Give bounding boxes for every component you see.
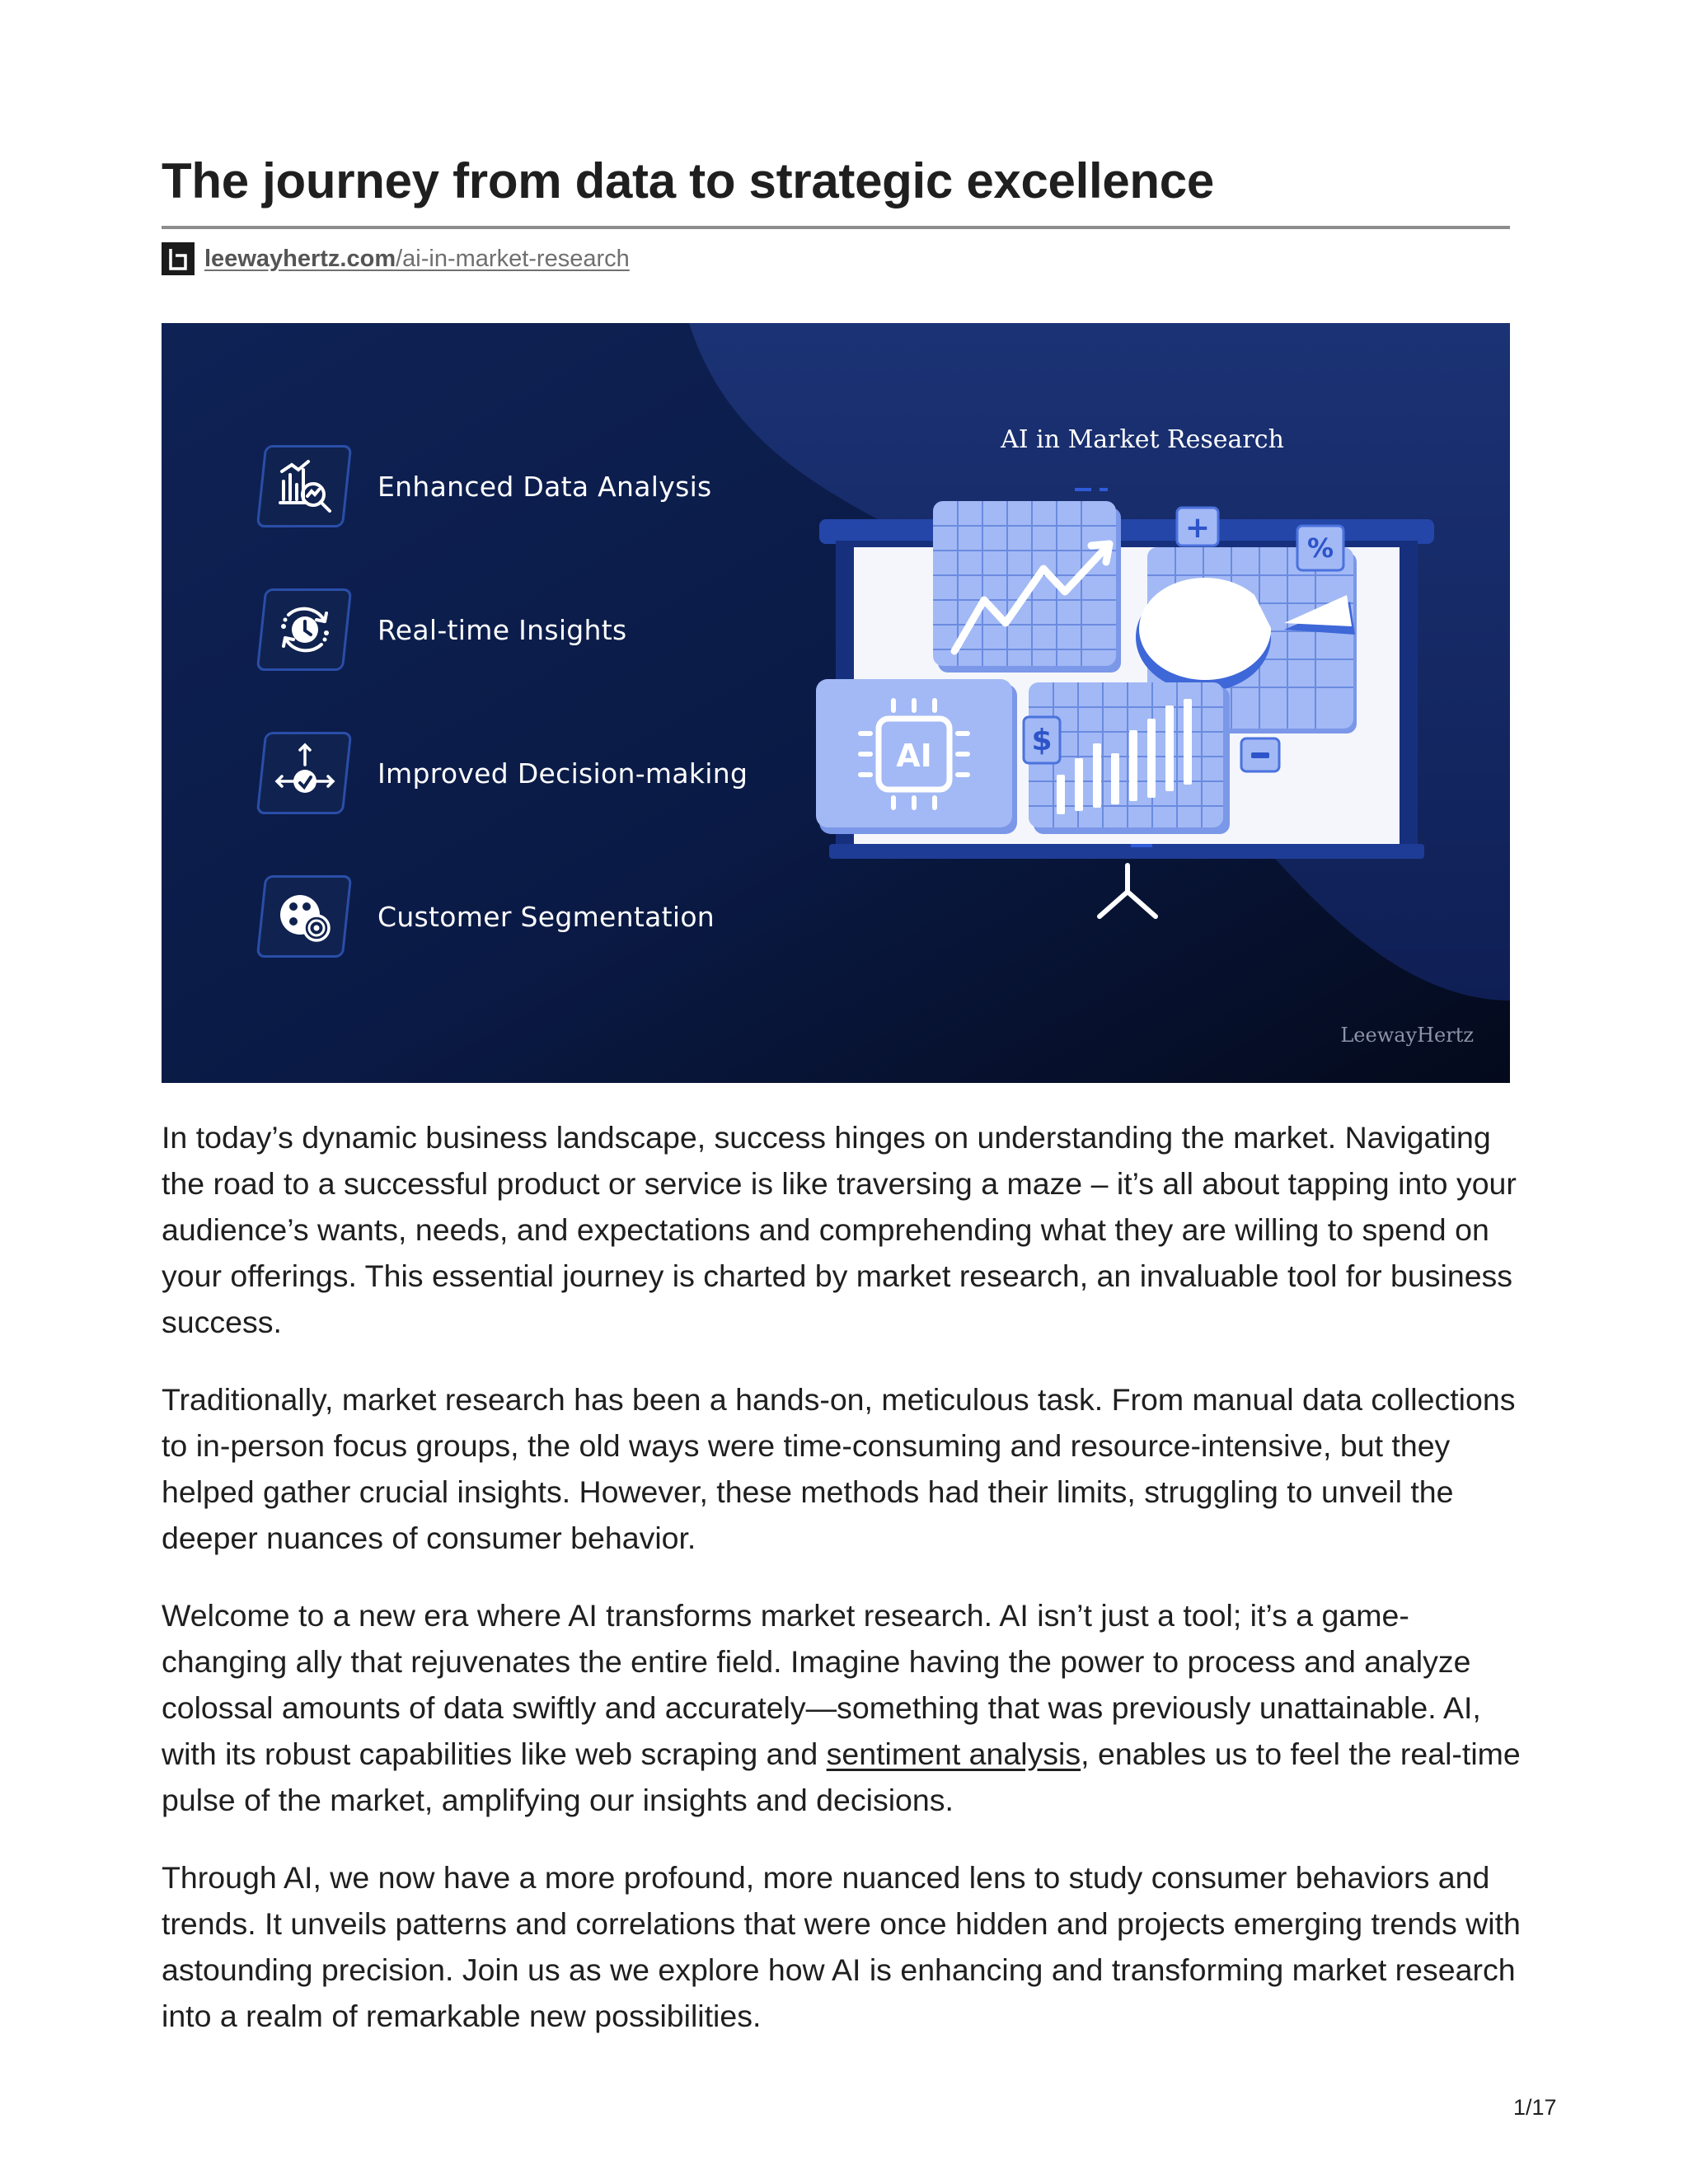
feature-label: Real-time Insights [377,613,627,646]
dollar-icon: $ [1031,724,1053,757]
feature-badge [254,730,356,816]
paragraph-new-era [162,1592,1530,1823]
feature-label: Improved Decision-making [377,757,748,790]
page-title: The journey from data to strategic excellence [162,153,1214,209]
feature-item-real-time-insights [254,587,627,673]
feature-item-enhanced-data-analysis [254,443,712,529]
leewayhertz-logo-icon [162,242,195,275]
feature-item-improved-decision-making [254,730,748,816]
banner-watermark: LeewayHertz [1340,1024,1474,1047]
plus-icon: + [1184,511,1211,545]
feature-badge [254,587,356,673]
minus-icon [1251,752,1269,758]
feature-badge [254,443,356,529]
ai-chip-icon: AI [896,738,932,774]
segmentation-target-icon [272,883,338,949]
source-link-row[interactable] [162,242,630,275]
paragraph-intro: In today’s dynamic business landscape, success hinges on understanding the market. Navigating the road to a successful product or service is like traversing a maze – it’s all about tapping into your audience’s wants, needs, and expectations and comprehending what they are willing to spend on your offerings. This essential journey is charted by market research, an invaluable tool for business success. [162,1120,1517,1339]
percent-icon: % [1306,532,1334,564]
source-domain[interactable]: leewayhertz.com [204,245,396,272]
source-url[interactable] [204,246,630,273]
ai-chip-panel [816,679,1017,834]
feature-badge [254,874,356,959]
hero-banner [162,323,1510,1083]
clock-cycle-icon [272,597,338,663]
paragraph-traditional: Traditionally, market research has been a hands-on, meticulous task. From manual data collections to in-person focus groups, the old ways were time-consuming and resource-intensive, but they helped gather crucial insights. However, these methods had their limits, struggling to unveil the deeper nuances of consumer behavior. [162,1382,1516,1555]
article-body [162,1114,1530,2070]
source-path[interactable]: /ai-in-market-research [396,245,630,272]
feature-label: Enhanced Data Analysis [377,470,712,503]
paragraph-through-ai: Through AI, we now have a more profound, more nuanced lens to study consumer behaviors and trends. It unveils patterns and correlations that were once hidden and projects emerging trends with astounding precision. Join us as we explore how AI is enhancing and transforming market research into a realm of remarkable new possibilities. [162,1860,1521,2033]
page-number: 1/17 [1513,2095,1557,2120]
paragraph-text: , enables us to feel the real-time pulse of the market, amplifying our insights and decisions. [162,1736,1521,1817]
feature-item-customer-segmentation [254,874,715,959]
paragraph-text: Welcome to a new era where AI transforms market research. AI isn’t just a tool; it’s a game-changing ally that rejuvenates the entire field. Imagine having the power to process and analyze colossal amounts of data swiftly and accurately—something that was previously unattainable. AI, with its robust capabilities like web scraping and [162,1598,1481,1771]
feature-label: Customer Segmentation [377,900,715,933]
banner-illustration [162,323,1510,1083]
data-analysis-icon [272,453,338,519]
sentiment-analysis-link[interactable]: sentiment analysis [826,1736,1081,1771]
decision-compass-icon [272,740,338,806]
title-divider [162,226,1510,229]
banner-chart-title: AI in Market Research [1001,425,1284,454]
